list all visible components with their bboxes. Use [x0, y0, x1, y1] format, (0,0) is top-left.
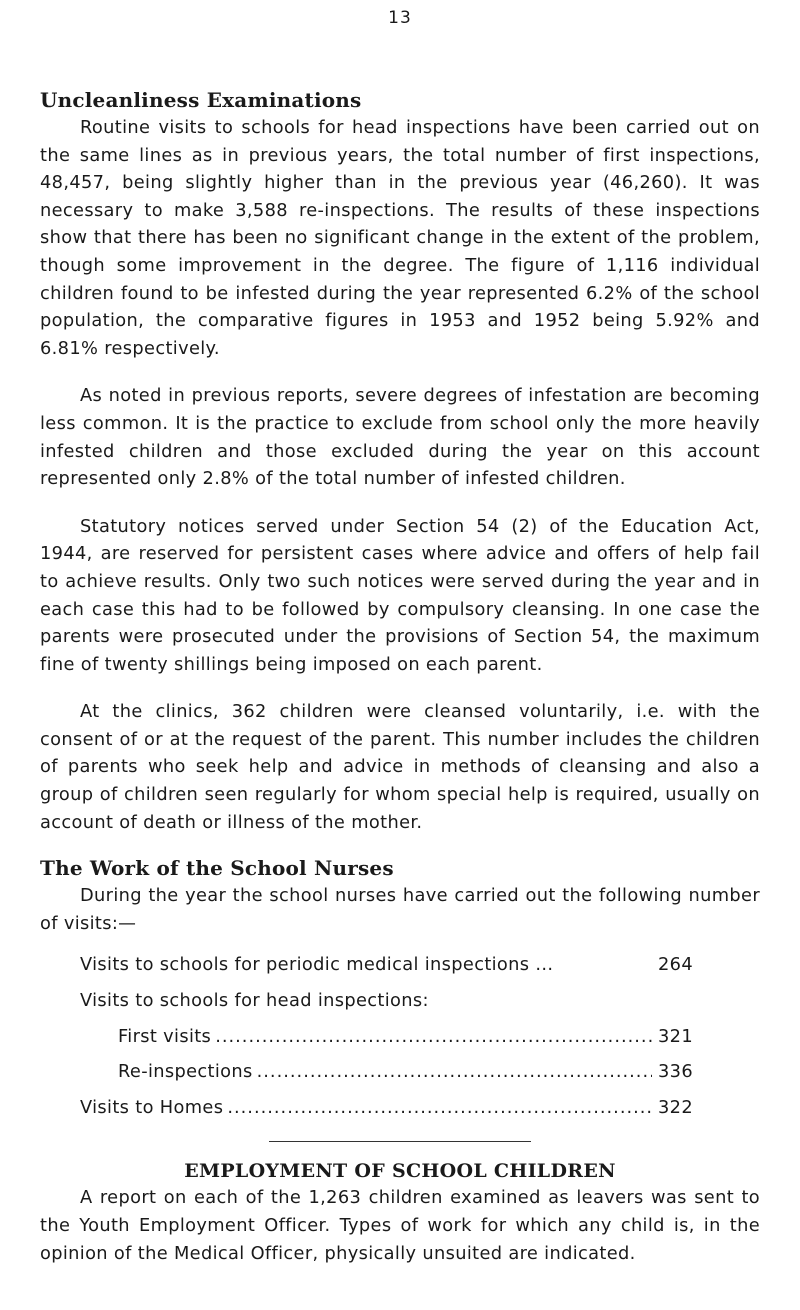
- uncleanliness-paragraph-3: Statutory notices served under Section 54 (2) of the Education Act, 1944, are reserved for persistent cases where advice and offers of help fail to achieve results. Only two such notices were served during the year and in each case this had to be followed by compulsory cleansing. In one case the parents were prosecuted under the provisions of Section 54, the maximum fine of twenty shillings being imposed on each parent.: [40, 515, 760, 675]
- visits-periodic-label: Visits to schools for periodic medical inspections ...: [80, 954, 554, 976]
- uncleanliness-heading: Uncleanliness Examinations: [40, 88, 362, 112]
- visits-homes-label: Visits to Homes: [80, 1096, 224, 1118]
- visits-head-label: Visits to schools for head inspections:: [80, 990, 429, 1012]
- visits-reinspections-value: 336: [658, 1061, 693, 1083]
- school-nurses-intro: During the year the school nurses have carried out the following number of visits:—: [40, 885, 760, 934]
- visits-homes-value: 322: [658, 1096, 693, 1118]
- visits-first-row: [80, 1023, 693, 1051]
- dot-leader: [227, 1094, 652, 1122]
- visits-reinspections-row: [80, 1058, 693, 1086]
- visits-first-value: 321: [658, 1025, 693, 1047]
- uncleanliness-paragraph-2: As noted in previous reports, severe degrees of infestation are becoming less common. It is the practice to exclude from school only the more heavily infested children and those excluded during the year on this account represented only 2.8% of the total number of infested children.: [40, 385, 760, 490]
- visits-homes-row: [80, 1094, 693, 1122]
- visits-table: [80, 951, 760, 1121]
- dot-leader: [215, 1023, 652, 1051]
- school-nurses-heading: The Work of the School Nurses: [40, 856, 394, 881]
- visits-periodic-row: [80, 951, 693, 979]
- uncleanliness-paragraph-1: Routine visits to schools for head inspections have been carried out on the same lines as in previous years, the total number of first inspections, 48,457, being slightly higher than in the previous year (46,260). It was necessary to make 3,588 re-inspections. The results of these inspections show that there has been no significant change in the extent of the problem, though some improvement in the degree. The figure of 1,116 individual children found to be infested during the year represented 6.2% of the school population, the comparative figures in 1953 and 1952 being 5.92% and 6.81% respectively.: [40, 117, 760, 359]
- dot-leader: [257, 1058, 652, 1086]
- uncleanliness-paragraph-4: At the clinics, 362 children were cleansed voluntarily, i.e. with the consent of or at the request of the parent. This number includes the children of parents who seek help and advice in methods of cleansing and also a group of children seen regularly for whom special help is required, usually on account of death or illness of the mother.: [40, 701, 760, 833]
- visits-reinspections-label: Re-inspections: [118, 1061, 253, 1083]
- visits-head-row: [80, 987, 693, 1015]
- employment-paragraph: A report on each of the 1,263 children examined as leavers was sent to the Youth Employment Officer. Types of work for which any child is, in the opinion of the Medical Officer, physically unsuited are indicated.: [40, 1187, 760, 1264]
- section-divider: [269, 1141, 531, 1142]
- employment-heading: EMPLOYMENT OF SCHOOL CHILDREN: [184, 1160, 616, 1183]
- visits-first-label: First visits: [118, 1025, 212, 1047]
- page-number: 13: [388, 8, 412, 28]
- page-content: [40, 88, 760, 1287]
- visits-periodic-value: 264: [658, 954, 693, 976]
